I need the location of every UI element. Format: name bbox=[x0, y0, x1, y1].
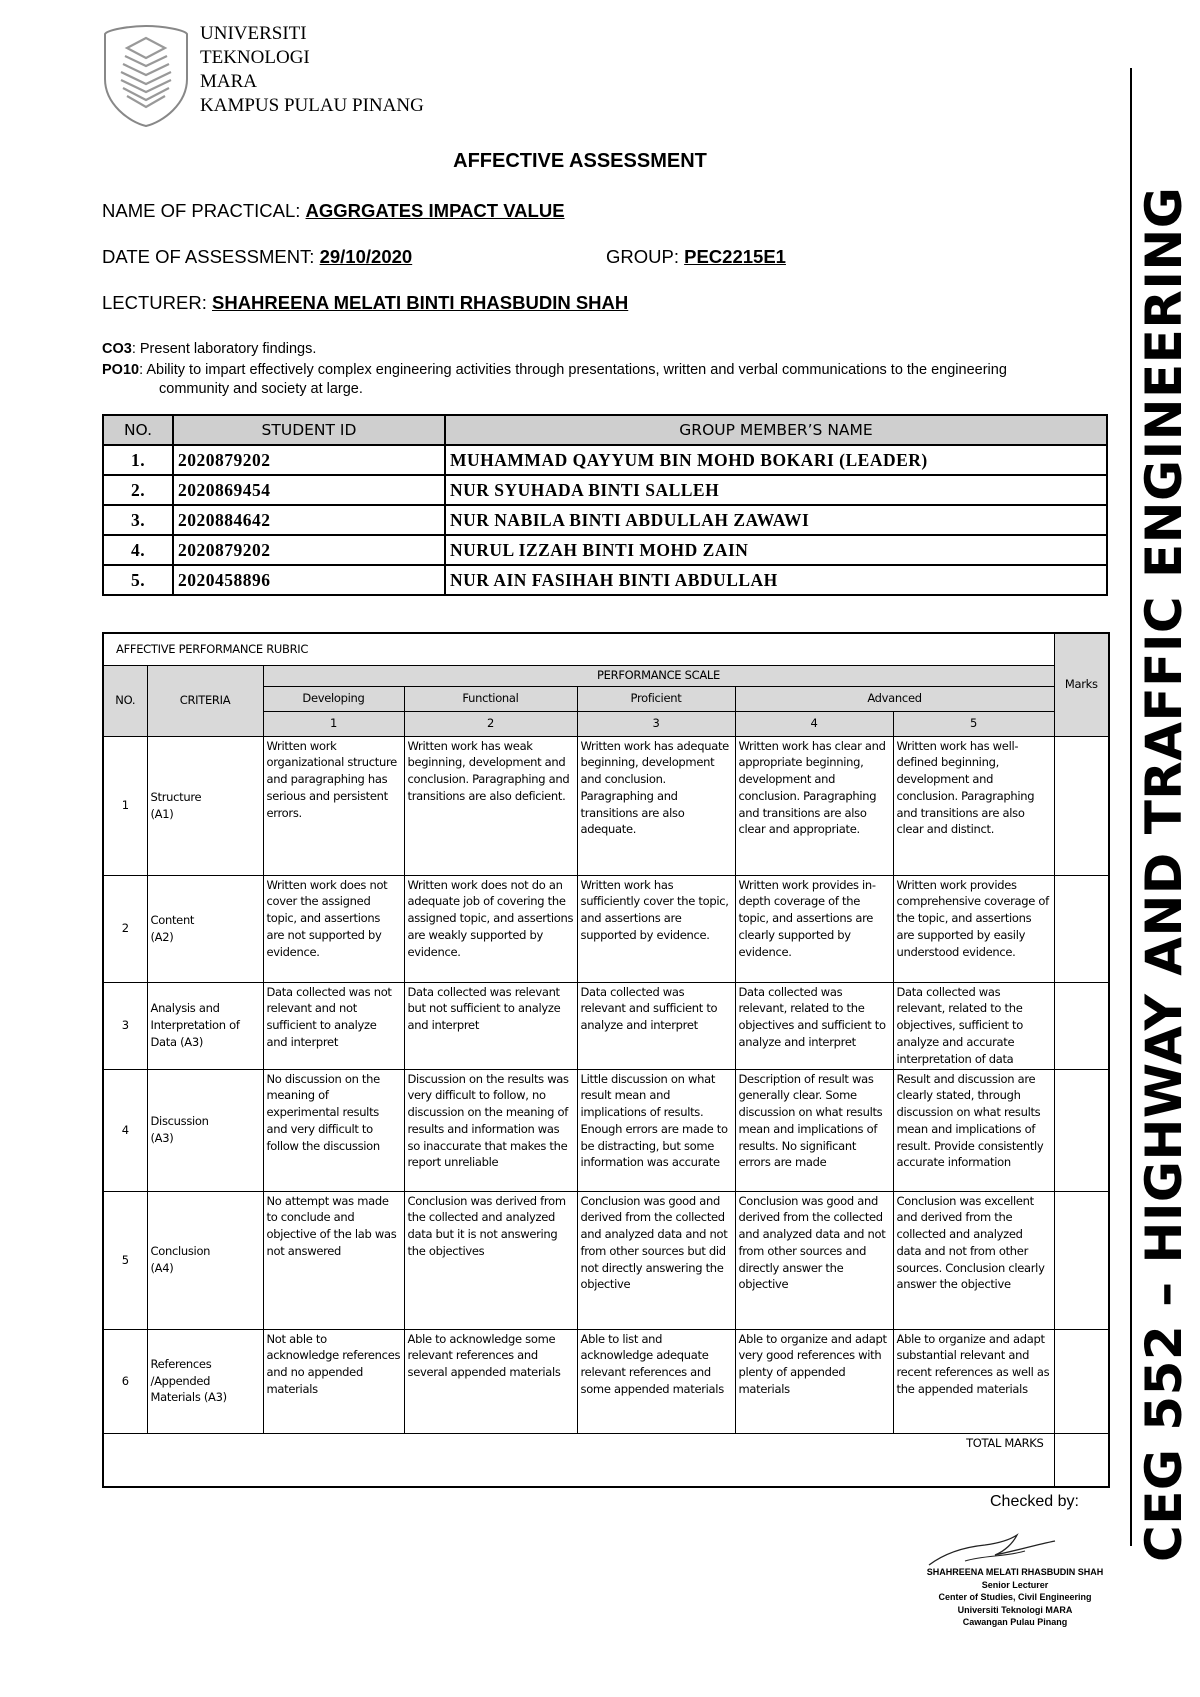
side-title-rule bbox=[1130, 68, 1132, 1546]
criterion-code: (A4) bbox=[150, 1261, 174, 1275]
rubric-cell: Conclusion was excellent and derived from the collected and analyzed data and not from other sources. Conclusion clearly answer the objective bbox=[893, 1191, 1054, 1329]
member-no: 3. bbox=[103, 505, 173, 535]
student-id: 2020879202 bbox=[173, 535, 445, 565]
signature-uni: Universiti Teknologi MARA bbox=[957, 1604, 1073, 1615]
rubric-no: 2 bbox=[103, 875, 147, 982]
rubric-cell: Written work has sufficiently cover the topic, and assertions are supported by evidence. bbox=[577, 875, 735, 982]
rubric-no: 1 bbox=[103, 736, 147, 875]
rubric-criterion bbox=[147, 1191, 263, 1329]
signature-campus: Cawangan Pulau Pinang bbox=[962, 1617, 1068, 1627]
marks-cell[interactable] bbox=[1054, 736, 1109, 875]
criterion-code: (A3) bbox=[203, 1390, 227, 1405]
practical-value: AGGRGATES IMPACT VALUE bbox=[305, 200, 565, 221]
signature-name: SHAHREENA MELATI RHASBUDIN SHAH bbox=[926, 1567, 1104, 1577]
rubric-cell: Data collected was relevant, related to the objectives and sufficient to analyze and interpret bbox=[735, 982, 893, 1069]
signature-title: Senior Lecturer bbox=[981, 1579, 1049, 1590]
checked-by-label: Checked by: bbox=[990, 1493, 1079, 1510]
rubric-criterion bbox=[147, 982, 263, 1069]
signature-block bbox=[925, 1566, 1105, 1629]
criterion-name: Structure bbox=[150, 789, 202, 804]
rubric-cell: Written work has clear and appropriate beginning, development and conclusion. Paragraphing and transitions are also clear and appropriate. bbox=[735, 736, 893, 875]
course-side-title: CEG 552 – HIGHWAY AND TRAFFIC ENGINEERING bbox=[1135, 186, 1193, 1562]
university-logo bbox=[103, 24, 189, 128]
table-row bbox=[103, 475, 1107, 505]
marks-cell[interactable] bbox=[1054, 982, 1109, 1069]
criterion-name: References /Appended Materials bbox=[150, 1356, 212, 1405]
student-id: 2020458896 bbox=[173, 565, 445, 595]
rubric-cell: Discussion on the results was very difficult to follow, no discussion on the meaning of results and information was so inaccurate that makes the report unreliable bbox=[404, 1069, 577, 1191]
table-row bbox=[103, 565, 1107, 595]
rubric-cell: Written work provides in-depth coverage of the topic, and assertions are clearly supported by evidence. bbox=[735, 875, 893, 982]
member-no: 5. bbox=[103, 565, 173, 595]
rubric-criterion bbox=[147, 875, 263, 982]
criterion-code: (A1) bbox=[150, 806, 174, 821]
rubric-cell: Description of result was generally clear. Some discussion on what results mean and implications of results. No significant errors are made bbox=[735, 1069, 893, 1191]
criterion-name: Analysis and Interpretation of Data bbox=[150, 1001, 240, 1049]
criterion-code: (A2) bbox=[150, 929, 174, 944]
rubric-cell: Conclusion was good and derived from the collected and analyzed data and not from other sources and directly answer the objective bbox=[735, 1191, 893, 1329]
rubric-cell: Able to list and acknowledge adequate relevant references and some appended materials bbox=[577, 1329, 735, 1433]
co3-code: CO3 bbox=[102, 341, 132, 357]
score-header: 2 bbox=[404, 711, 577, 736]
student-id: 2020884642 bbox=[173, 505, 445, 535]
rubric-cell: Written work provides comprehensive coverage of the topic, and assertions are supported by easily understood evidence. bbox=[893, 875, 1054, 982]
po10-text: : Ability to impart effectively complex engineering activities through presentations, written and verbal communications to the engineering bbox=[139, 362, 1007, 378]
rubric-cell: No discussion on the meaning of experimental results and very difficult to follow the discussion bbox=[263, 1069, 404, 1191]
lecturer-line bbox=[102, 292, 628, 314]
group-label: GROUP: bbox=[606, 246, 679, 267]
rubric-cell: Written work has weak beginning, development and conclusion. Paragraphing and transitions are also deficient. bbox=[404, 736, 577, 875]
column-header: NO. bbox=[103, 415, 173, 445]
rubric-cell: Data collected was relevant, related to the objectives, sufficient to analyze and accurate interpretation of data bbox=[893, 982, 1054, 1069]
level-header: Proficient bbox=[577, 686, 735, 711]
rubric-row bbox=[103, 982, 1109, 1069]
date-value: 29/10/2020 bbox=[319, 246, 413, 267]
criterion-code: (A3) bbox=[180, 1034, 204, 1049]
score-header: 5 bbox=[893, 711, 1054, 736]
rubric-cell: Conclusion was good and derived from the collected and analyzed data and not from other sources but did not directly answering the objective bbox=[577, 1191, 735, 1329]
level-header: Functional bbox=[404, 686, 577, 711]
co3-text: : Present laboratory findings. bbox=[131, 341, 317, 357]
rubric-row bbox=[103, 1191, 1109, 1329]
po10-code: PO10 bbox=[102, 362, 140, 378]
member-no: 2. bbox=[103, 475, 173, 505]
rubric-cell: Able to organize and adapt very good references with plenty of appended materials bbox=[735, 1329, 893, 1433]
table-row bbox=[103, 445, 1107, 475]
rubric-cell: Able to acknowledge some relevant references and several appended materials bbox=[404, 1329, 577, 1433]
rubric-cell: Data collected was relevant and sufficient to analyze and interpret bbox=[577, 982, 735, 1069]
score-header: 4 bbox=[735, 711, 893, 736]
affective-rubric-table bbox=[102, 632, 1110, 1488]
performance-scale-header: PERFORMANCE SCALE bbox=[263, 665, 1054, 686]
member-no: 4. bbox=[103, 535, 173, 565]
university-line: MARA bbox=[200, 71, 258, 92]
rubric-criterion bbox=[147, 1329, 263, 1433]
score-header: 1 bbox=[263, 711, 404, 736]
no-header: NO. bbox=[103, 665, 147, 736]
criterion-name: Conclusion bbox=[150, 1244, 211, 1259]
criterion-code: (A3) bbox=[150, 1131, 174, 1145]
level-header: Advanced bbox=[735, 686, 1054, 711]
rubric-row bbox=[103, 875, 1109, 982]
column-header: GROUP MEMBER’S NAME bbox=[445, 415, 1107, 445]
marks-cell[interactable] bbox=[1054, 1191, 1109, 1329]
lecturer-label: LECTURER: bbox=[102, 292, 207, 313]
practical-label: NAME OF PRACTICAL: bbox=[102, 200, 301, 221]
lecturer-value: SHAHREENA MELATI BINTI RHASBUDIN SHAH bbox=[212, 292, 629, 313]
member-name: NUR SYUHADA BINTI SALLEH bbox=[445, 475, 1107, 505]
rubric-cell: Written work has adequate beginning, development and conclusion. Paragraphing and transitions are also adequate. bbox=[577, 736, 735, 875]
date-label: DATE OF ASSESSMENT: bbox=[102, 246, 315, 267]
rubric-row bbox=[103, 736, 1109, 875]
table-header-row bbox=[103, 415, 1107, 445]
document-title: AFFECTIVE ASSESSMENT bbox=[453, 150, 707, 172]
member-no: 1. bbox=[103, 445, 173, 475]
rubric-criterion bbox=[147, 1069, 263, 1191]
rubric-cell: Result and discussion are clearly stated, through discussion on what results mean and implications of result. Provide consistently accurate information bbox=[893, 1069, 1054, 1191]
rubric-no: 5 bbox=[103, 1191, 147, 1329]
column-header: STUDENT ID bbox=[173, 415, 445, 445]
table-row bbox=[103, 505, 1107, 535]
course-outcome-co3 bbox=[102, 340, 316, 359]
rubric-no: 6 bbox=[103, 1329, 147, 1433]
member-name: MUHAMMAD QAYYUM BIN MOHD BOKARI (LEADER) bbox=[445, 445, 1107, 475]
po10-text-cont: community and society at large. bbox=[159, 381, 363, 397]
rubric-cell: Written work does not cover the assigned topic, and assertions are not supported by evidence. bbox=[263, 875, 404, 982]
assessment-date-line bbox=[102, 246, 412, 268]
rubric-cell: Data collected was not relevant and not sufficient to analyze and interpret bbox=[263, 982, 404, 1069]
rubric-cell: Written work has well-defined beginning, development and conclusion. Paragraphing and transitions are also clear and distinct. bbox=[893, 736, 1054, 875]
score-header: 3 bbox=[577, 711, 735, 736]
rubric-cell: Written work does not do an adequate job of covering the assigned topic, and assertions are weakly supported by evidence. bbox=[404, 875, 577, 982]
signature-graphic bbox=[925, 1533, 1065, 1569]
criterion-name: Discussion bbox=[150, 1114, 209, 1129]
marks-cell[interactable] bbox=[1054, 1329, 1109, 1433]
criteria-header: CRITERIA bbox=[147, 665, 263, 736]
member-name: NURUL IZZAH BINTI MOHD ZAIN bbox=[445, 535, 1107, 565]
student-id: 2020879202 bbox=[173, 445, 445, 475]
member-name: NUR NABILA BINTI ABDULLAH ZAWAWI bbox=[445, 505, 1107, 535]
criterion-name: Content bbox=[150, 912, 195, 927]
marks-cell[interactable] bbox=[1054, 875, 1109, 982]
university-name bbox=[200, 22, 424, 118]
practical-name-line bbox=[102, 200, 565, 222]
table-row bbox=[103, 535, 1107, 565]
rubric-row bbox=[103, 1329, 1109, 1433]
university-line: KAMPUS PULAU PINANG bbox=[200, 95, 424, 116]
student-id: 2020869454 bbox=[173, 475, 445, 505]
rubric-cell: Not able to acknowledge references and no appended materials bbox=[263, 1329, 404, 1433]
group-line bbox=[606, 246, 786, 268]
group-value: PEC2215E1 bbox=[684, 246, 786, 267]
marks-header: Marks bbox=[1054, 633, 1109, 736]
university-line: UNIVERSITI bbox=[200, 23, 307, 44]
program-outcome-po10 bbox=[102, 361, 1122, 399]
rubric-cell: Little discussion on what result mean and implications of results. Enough errors are made to be distracting, but some information was accurate bbox=[577, 1069, 735, 1191]
rubric-criterion bbox=[147, 736, 263, 875]
group-members-table bbox=[102, 414, 1108, 596]
level-header: Developing bbox=[263, 686, 404, 711]
member-name: NUR AIN FASIHAH BINTI ABDULLAH bbox=[445, 565, 1107, 595]
total-marks-cell[interactable] bbox=[1054, 1433, 1109, 1487]
rubric-cell: No attempt was made to conclude and objective of the lab was not answered bbox=[263, 1191, 404, 1329]
marks-cell[interactable] bbox=[1054, 1069, 1109, 1191]
university-line: TEKNOLOGI bbox=[200, 47, 310, 68]
rubric-cell: Written work organizational structure and paragraphing has serious and persistent errors. bbox=[263, 736, 404, 875]
rubric-cell: Able to organize and adapt substantial relevant and recent references as well as the appended materials bbox=[893, 1329, 1054, 1433]
total-marks-label: TOTAL MARKS bbox=[103, 1433, 1054, 1487]
rubric-row bbox=[103, 1069, 1109, 1191]
rubric-cell: Data collected was relevant but not sufficient to analyze and interpret bbox=[404, 982, 577, 1069]
rubric-no: 4 bbox=[103, 1069, 147, 1191]
rubric-no: 3 bbox=[103, 982, 147, 1069]
total-row bbox=[103, 1433, 1109, 1487]
signature-dept: Center of Studies, Civil Engineering bbox=[938, 1592, 1092, 1602]
rubric-title: AFFECTIVE PERFORMANCE RUBRIC bbox=[103, 633, 1054, 665]
rubric-cell: Conclusion was derived from the collected and analyzed data but it is not answering the objectives bbox=[404, 1191, 577, 1329]
